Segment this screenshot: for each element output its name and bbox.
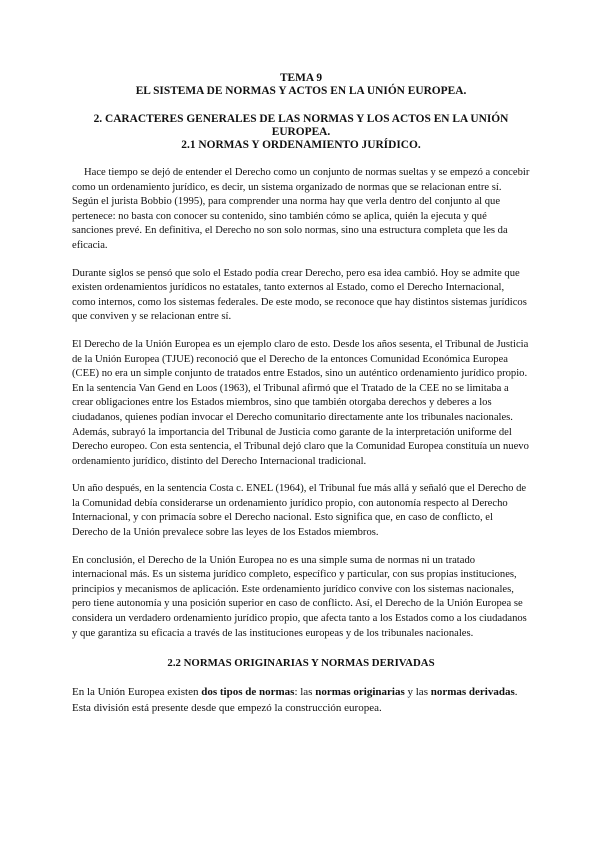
document-title: EL SISTEMA DE NORMAS Y ACTOS EN LA UNIÓN EUROPEA. — [135, 85, 467, 97]
intro-text-3: y las — [404, 686, 431, 699]
paragraph-5: En conclusión, el Derecho de la Unión Europea no es una simple suma de normas ni un tratado internacional más. Es un sistema jurídico completo, específico y particular, con sus propias instituciones, principios y mecanismos de aplicación. Este ordenamiento jurídico convive con los sistemas nacionales, pero tiene autonomía y una posición superior en caso de conflicto. Así, el Derecho de la Unión Europea se considera un verdadero ordenamiento jurídico propio, que afecta tanto a los Estados como a los ciudadanos y que garantiza su eficacia a través de las instituciones europeas y de los tribunales nacionales. — [72, 554, 527, 639]
intro-bold-1: dos tipos de normas — [201, 686, 295, 699]
intro-bold-3: normas derivadas — [430, 686, 515, 699]
subsection-heading-2: 2.2 NORMAS ORIGINARIAS Y NORMAS DERIVADAS — [167, 657, 435, 670]
intro-paragraph — [72, 684, 530, 716]
intro-text-4: . Esta división está presente desde que empezó la construcción europea. — [72, 686, 518, 715]
section-heading-line1: 2. CARACTERES GENERALES DE LAS NORMAS Y LOS ACTOS EN LA UNIÓN — [93, 113, 509, 125]
paragraph-4: Un año después, en la sentencia Costa c. ENEL (1964), el Tribunal fue más allá y señaló que el Derecho de la Comunidad debía considerarse un ordenamiento jurídico propio, con autonomía respecto al Derecho Internacional, y con primacía sobre el Derecho nacional. Esto significa que, en caso de conflicto, el Derecho de la Unión prevalece sobre las leyes de los Estados miembros. — [72, 483, 527, 539]
intro-text-2: : las — [294, 686, 316, 699]
section-heading-line2: EUROPEA. — [271, 126, 331, 138]
paragraph-1: Hace tiempo se dejó de entender el Derecho como un conjunto de normas sueltas y se empezó a concebir como un ordenamiento jurídico, es decir, un sistema organizado de normas que se relacionan entre sí. Según el jurista Bobbio (1995), para comprender una norma hay que verla dentro del conjunto al que pertenece: no basta con conocer su contenido, sino también cómo se aplica, quién la ejecuta y qué sanciones prevé. En definitiva, el Derecho no son solo normas, sino una estructura completa que les da eficacia. — [72, 167, 530, 251]
tema-label: TEMA 9 — [279, 72, 323, 84]
intro-bold-2: normas originarias — [315, 686, 405, 699]
intro-text-1: En la Unión Europea existen — [72, 686, 202, 699]
subsection-heading: 2.1 NORMAS Y ORDENAMIENTO JURÍDICO. — [181, 139, 421, 151]
paragraph-2: Durante siglos se pensó que solo el Estado podía crear Derecho, pero esa idea cambió. Hoy se admite que existen ordenamientos jurídicos no estatales, tanto externos al Estado, como el Derecho Internacional, como internos, como los sistemas federales. De este modo, se reconoce que hay distintos sistemas jurídicos que conviven y se relacionan entre sí. — [72, 267, 527, 323]
paragraph-3: El Derecho de la Unión Europea es un ejemplo claro de esto. Desde los años sesenta, el Tribunal de Justicia de la Unión Europea (TJUE) reconoció que el Derecho de la entonces Comunidad Económica Europea (CEE) no era un simple conjunto de tratados entre Estados, sino un auténtico ordenamiento jurídico propio. En la sentencia Van Gend en Loos (1963), el Tribunal afirmó que el Tratado de la CEE no se limitaba a crear obligaciones entre los Estados miembros, sino que también otorgaba derechos y deberes a los ciudadanos, quienes podían invocar el Derecho comunitario directamente ante los tribunales nacionales. Además, subrayó la importancia del Tribunal de Justicia como garante de la interpretación uniforme del Derecho europeo. Con esta sentencia, el Tribunal dejó claro que la Comunidad Europea constituía un nuevo ordenamiento jurídico, distinto del Derecho Internacional tradicional. — [72, 338, 529, 467]
